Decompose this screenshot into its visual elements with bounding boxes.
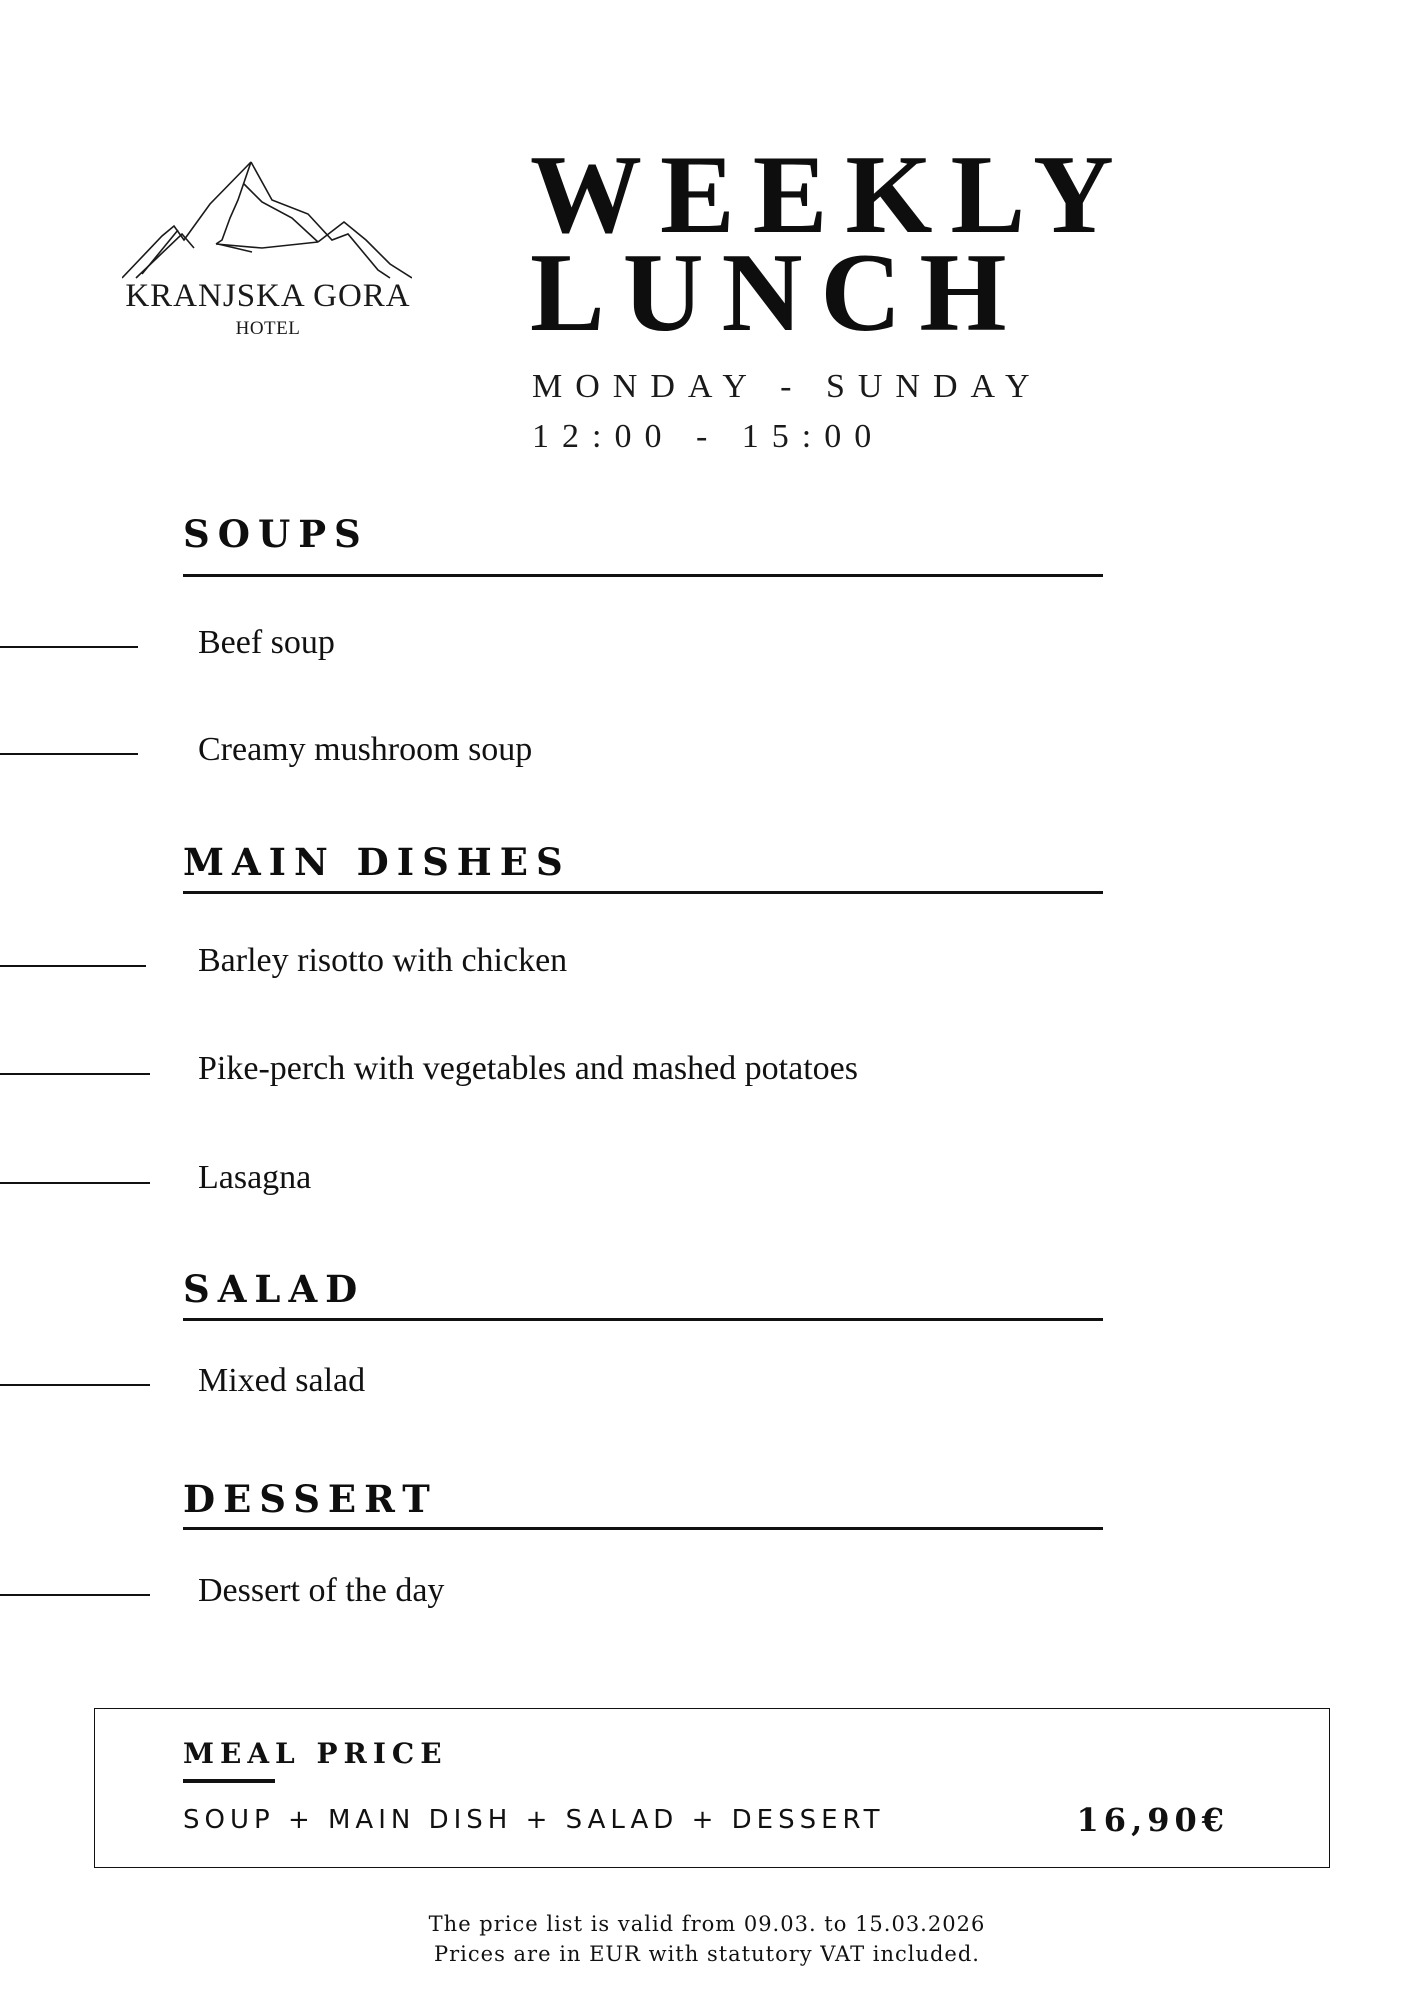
item-marker-line xyxy=(0,646,138,648)
item-marker-line xyxy=(0,1182,150,1184)
service-days: MONDAY - SUNDAY xyxy=(532,368,1043,405)
menu-item: Barley risotto with chicken xyxy=(198,942,568,979)
section-divider xyxy=(183,574,1103,577)
mountain-icon xyxy=(122,160,412,286)
hotel-subtitle: HOTEL xyxy=(235,318,301,339)
title-line-2: LUNCH xyxy=(530,231,1025,355)
menu-item: Creamy mushroom soup xyxy=(198,731,533,768)
hotel-name: KRANJSKA GORA xyxy=(125,278,411,314)
item-marker-line xyxy=(0,1073,150,1075)
menu-item: Beef soup xyxy=(198,624,335,661)
menu-item: Mixed salad xyxy=(198,1362,366,1399)
item-marker-line xyxy=(0,1384,150,1386)
section-heading-salad: SALAD xyxy=(183,1267,366,1311)
title-line-1: WEEKLY xyxy=(530,133,1132,257)
item-marker-line xyxy=(0,753,138,755)
meal-price-box xyxy=(94,1708,1330,1868)
meal-price-underline xyxy=(183,1779,275,1783)
service-hours: 12:00 - 15:00 xyxy=(532,418,885,455)
section-divider xyxy=(183,891,1103,894)
meal-price-title: MEAL PRICE xyxy=(183,1737,448,1770)
meal-price-description: SOUP + MAIN DISH + SALAD + DESSERT xyxy=(183,1805,885,1835)
page-title xyxy=(530,133,1132,355)
meal-price-value: 16,90€ xyxy=(1076,1801,1229,1839)
menu-item: Pike-perch with vegetables and mashed potatoes xyxy=(198,1050,858,1087)
menu-item: Lasagna xyxy=(198,1159,312,1196)
item-marker-line xyxy=(0,1594,150,1596)
vat-note: Prices are in EUR with statutory VAT included. xyxy=(434,1942,980,1966)
section-divider xyxy=(183,1527,1103,1530)
item-marker-line xyxy=(0,965,146,967)
section-heading-main-dishes: MAIN DISHES xyxy=(183,840,571,884)
validity-note: The price list is valid from 09.03. to 15.03.2026 xyxy=(428,1912,986,1936)
section-heading-dessert: DESSERT xyxy=(183,1477,438,1521)
hotel-logo xyxy=(118,160,418,340)
menu-item: Dessert of the day xyxy=(198,1572,445,1609)
section-divider xyxy=(183,1318,1103,1321)
section-heading-soups: SOUPS xyxy=(183,512,369,556)
